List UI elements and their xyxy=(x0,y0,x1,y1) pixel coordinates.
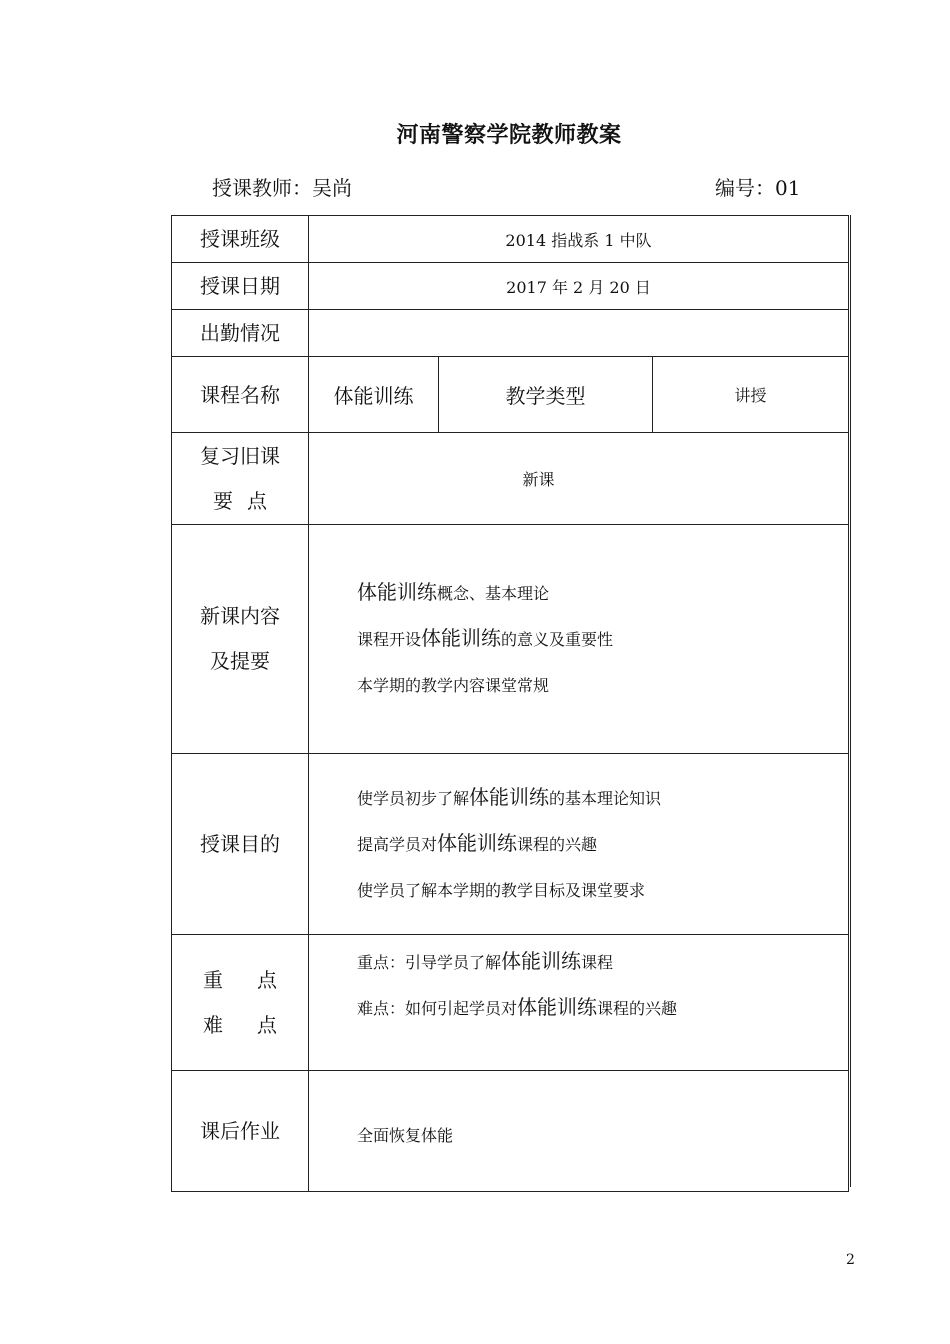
content-line: 体能训练概念、基本理论 xyxy=(357,580,550,604)
lesson-plan-table xyxy=(171,215,849,1192)
class-label: 授课班级 xyxy=(172,216,309,263)
teacher-field xyxy=(212,172,352,201)
content-line: 课程开设体能训练的意义及重要性 xyxy=(357,626,614,650)
document-title: 河南警察学院教师教案 xyxy=(396,123,622,148)
course-label: 课程名称 xyxy=(172,357,309,433)
date-label: 授课日期 xyxy=(172,263,309,310)
type-label: 教学类型 xyxy=(439,357,653,433)
content-label-line1: 新课内容 xyxy=(200,604,280,628)
goal-line: 使学员了解本学期的教学目标及课堂要求 xyxy=(357,881,646,900)
content-lines xyxy=(309,525,849,754)
teacher-name: 吴尚 xyxy=(312,176,352,200)
goal-lines xyxy=(309,754,849,935)
review-label xyxy=(172,433,309,525)
goal-label: 授课目的 xyxy=(172,754,309,935)
row-course xyxy=(172,357,849,433)
goal-line: 使学员初步了解体能训练的基本理论知识 xyxy=(357,785,662,809)
goal-line: 提高学员对体能训练课程的兴趣 xyxy=(357,831,598,855)
number-label: 编号： xyxy=(715,176,775,200)
homework-value-cell xyxy=(309,1071,849,1192)
homework-label: 课后作业 xyxy=(172,1071,309,1192)
number-field xyxy=(715,172,800,201)
focus-line: 难点：如何引起学员对体能训练课程的兴趣 xyxy=(357,995,678,1019)
page-number: 2 xyxy=(846,1252,855,1268)
row-review xyxy=(172,433,849,525)
content-label-line2: 及提要 xyxy=(210,649,270,673)
number-value: 01 xyxy=(775,176,801,200)
focus-label-line1: 重 点 xyxy=(203,967,277,992)
review-label-char1: 要 xyxy=(213,488,233,513)
type-value: 讲授 xyxy=(653,357,849,433)
focus-line: 重点：引导学员了解体能训练课程 xyxy=(357,949,614,973)
review-value: 新课 xyxy=(309,433,849,525)
row-content xyxy=(172,525,849,754)
teacher-label: 授课教师： xyxy=(212,176,312,200)
row-homework xyxy=(172,1071,849,1192)
review-label-char2: 点 xyxy=(247,488,267,513)
attendance-label: 出勤情况 xyxy=(172,310,309,357)
focus-label xyxy=(172,935,309,1071)
focus-label-line2: 难 点 xyxy=(203,1012,277,1037)
review-label-line1: 复习旧课 xyxy=(200,443,280,468)
date-value: 2017 年 2 月 20 日 xyxy=(309,263,849,310)
review-label-line2 xyxy=(172,479,308,524)
row-class xyxy=(172,216,849,263)
right-border-line xyxy=(850,215,851,1187)
focus-lines xyxy=(309,935,849,1071)
attendance-value xyxy=(309,310,849,357)
class-value: 2014 指战系 1 中队 xyxy=(309,216,849,263)
row-focus xyxy=(172,935,849,1071)
content-line: 本学期的教学内容课堂常规 xyxy=(357,676,550,695)
row-attendance xyxy=(172,310,849,357)
content-label xyxy=(172,525,309,754)
course-value: 体能训练 xyxy=(309,357,439,433)
row-date xyxy=(172,263,849,310)
homework-value: 全面恢复体能 xyxy=(357,1125,454,1145)
row-goal xyxy=(172,754,849,935)
